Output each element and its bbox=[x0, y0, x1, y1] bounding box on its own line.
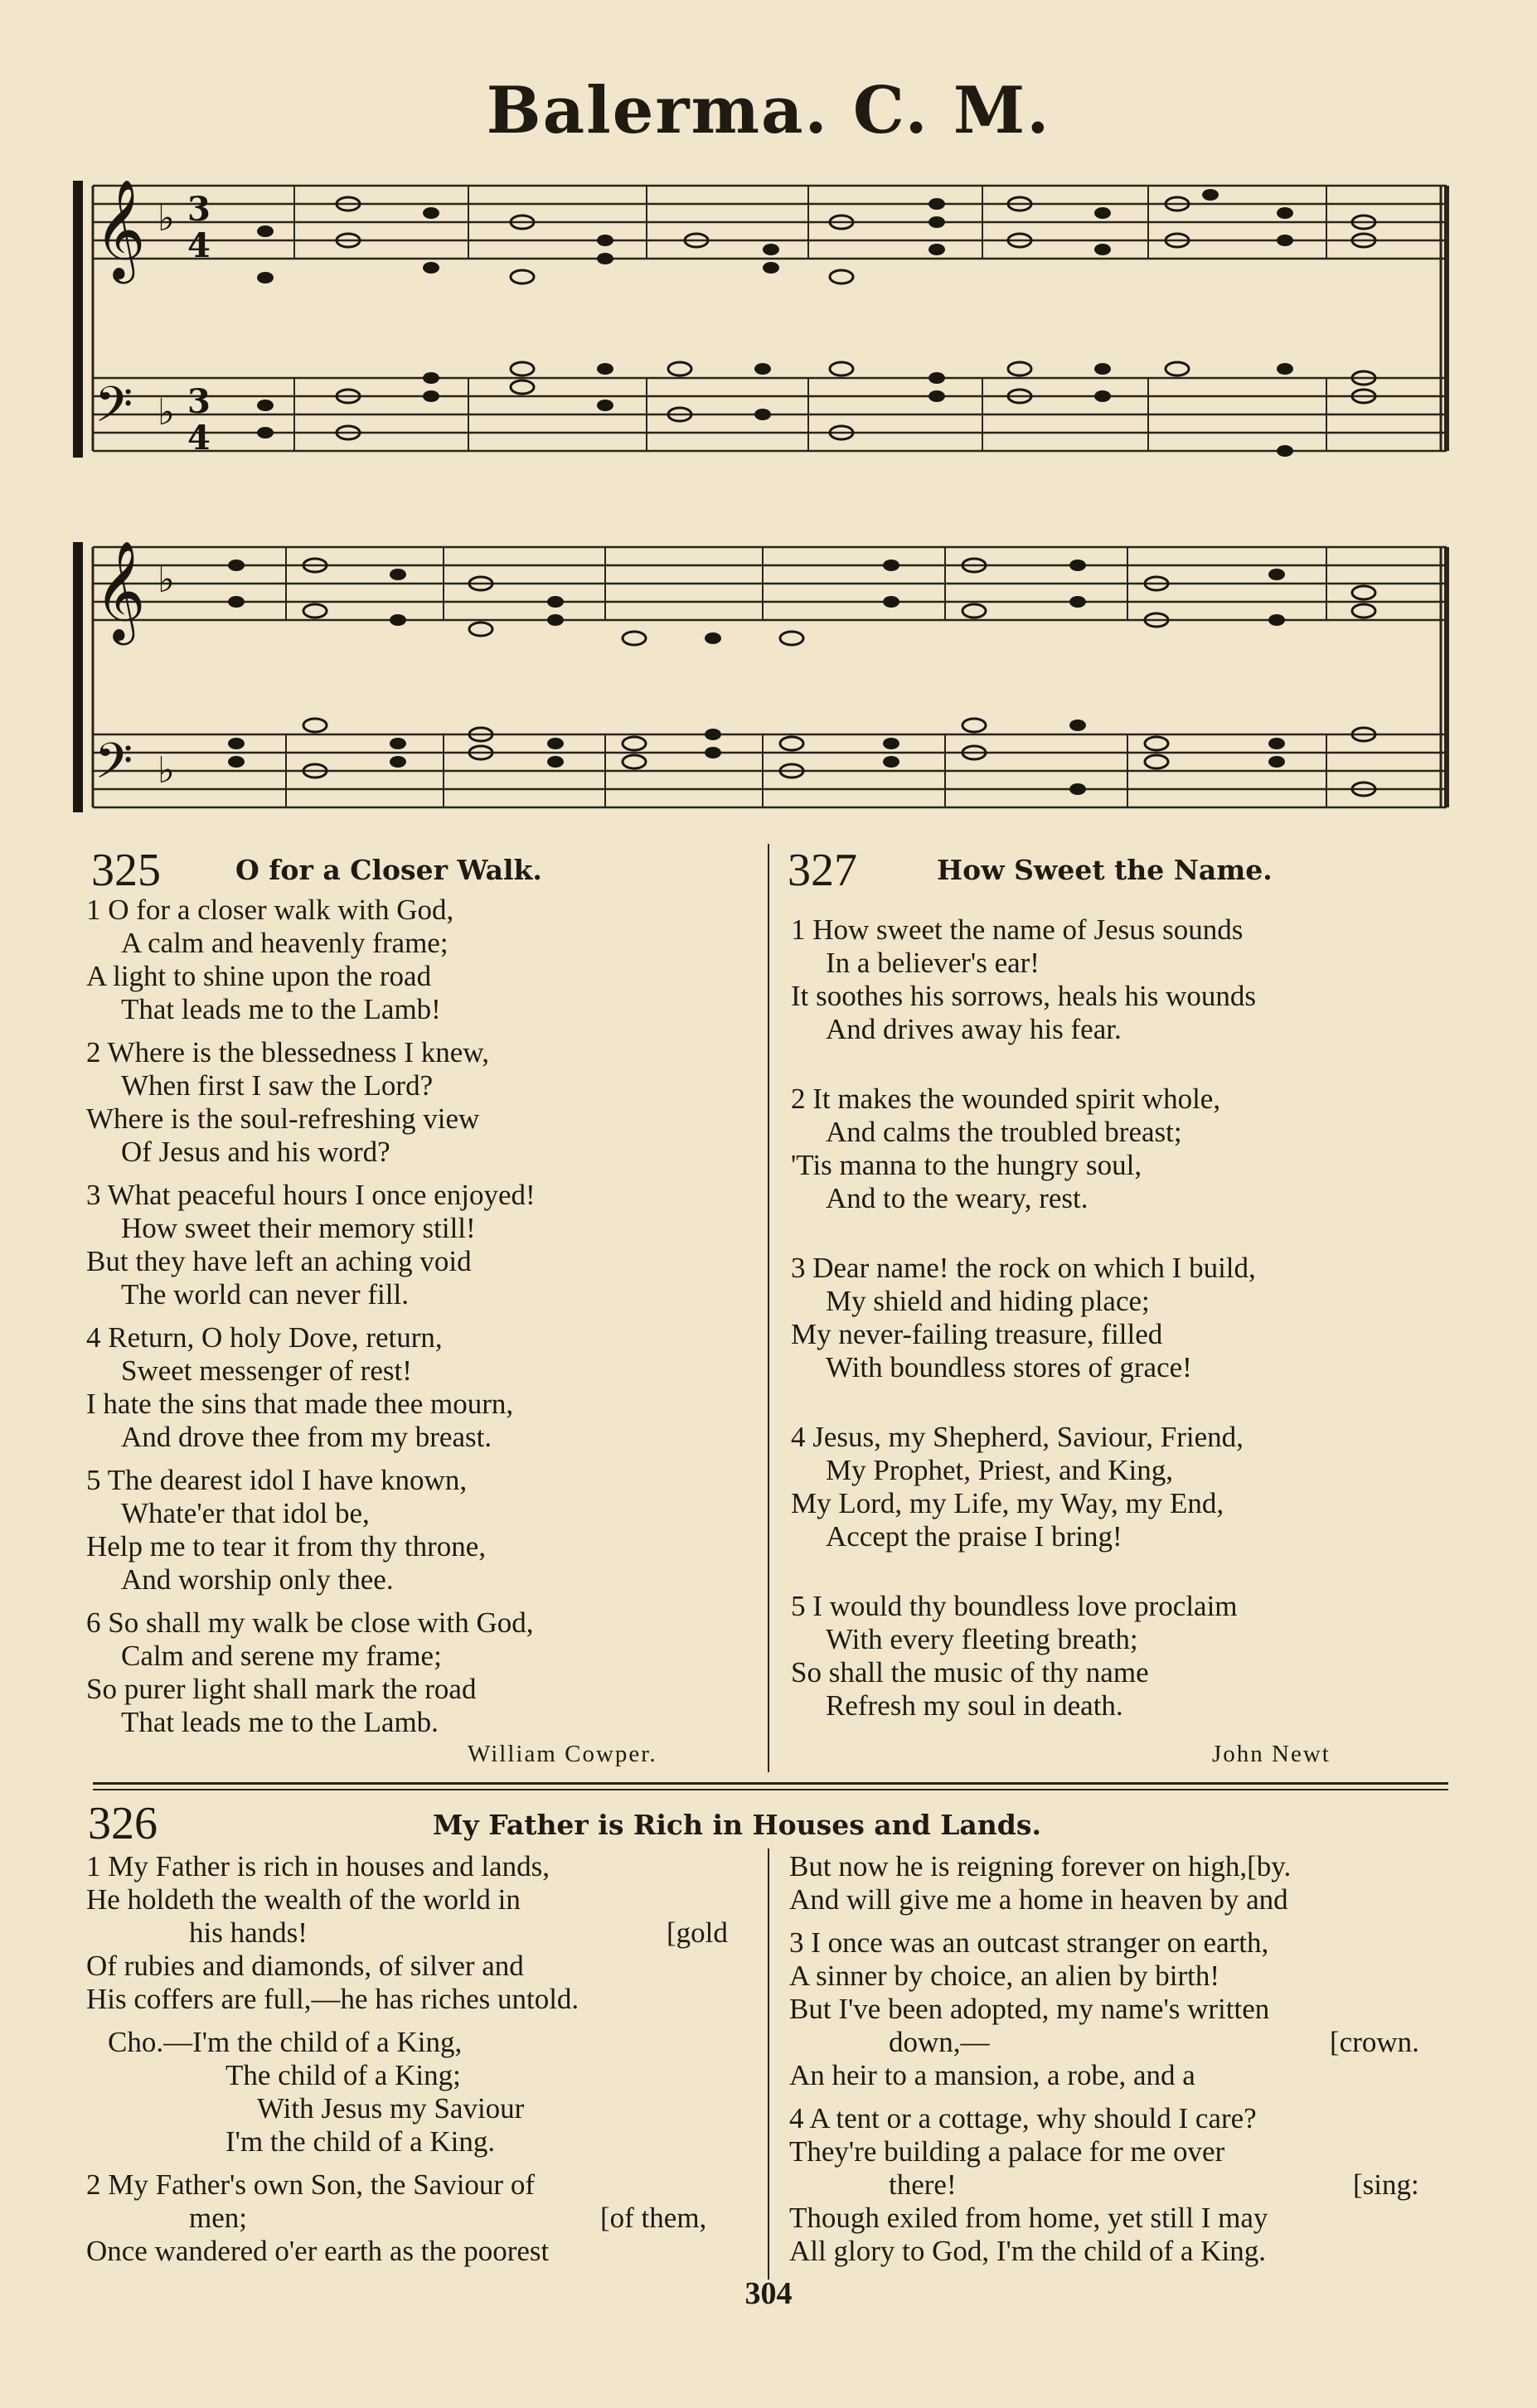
hymn-title: How Sweet the Name. bbox=[937, 854, 1273, 886]
stanza-4: 4 Jesus, my Shepherd, Saviour, Friend, My Prophet, Priest, and King, My Lord, my Life, my Way, my End, Accept the praise I bring! bbox=[791, 1421, 1244, 1553]
hymn-326-left: 1 My Father is rich in houses and lands, He holdeth the wealth of the world in his hands! [gold Of rubies and diamonds, of silver and His coffers are full,—he has riches untold. Cho.—I'm the child of a King, The child of a King; With Jesus my Saviour I'm the child of a King. 2 My Father's own Son, the Saviour of men; [of them, Once wandered o'er earth as the poorest bbox=[86, 1850, 728, 2267]
treble-clef-icon: 𝄞 bbox=[95, 178, 146, 279]
stanza-1: 1 How sweet the name of Jesus sounds In a believer's ear! It soothes his sorrows, heals his wounds And drives away his fear. bbox=[791, 913, 1256, 1045]
tune-title: Balerma. C. M. bbox=[486, 73, 1051, 148]
stanza-1: 1 O for a closer walk with God, A calm and heavenly frame; A light to shine upon the road That leads me to the Lamb! bbox=[86, 894, 454, 1025]
svg-text:4: 4 bbox=[187, 419, 211, 458]
stanza-3: 3 What peaceful hours I once enjoyed! How sweet their memory still! But they have left an aching void The world can never fill. bbox=[86, 1179, 536, 1311]
svg-text:𝄞: 𝄞 bbox=[95, 540, 146, 641]
stanza-5: 5 I would thy boundless love proclaim With every fleeting breath; So shall the music of thy name Refresh my soul in death. bbox=[791, 1590, 1238, 1722]
section-separator-2 bbox=[93, 1789, 1448, 1790]
svg-text:4: 4 bbox=[187, 226, 211, 265]
stanza-3: 3 Dear name! the rock on which I build, My shield and hiding place; My never-failing treasure, filled With boundless stores of grace! bbox=[791, 1252, 1256, 1383]
stanza-4: 4 Return, O holy Dove, return, Sweet messenger of rest! I hate the sins that made thee mourn, And drove thee from my breast. bbox=[86, 1321, 514, 1453]
svg-text:𝄢: 𝄢 bbox=[95, 732, 133, 802]
hymn-326-right: But now he is reigning forever on high,[by. And will give me a home in heaven by and 3 I once was an outcast stranger on earth, A sinner by choice, an alien by birth! But I've been adopted, my name's written down,— [crown. An heir to a mansion, a robe, and a 4 A tent or a cottage, why should I care? They're building a palace for me over there! [sing: Though exiled from home, yet still I may All glory to God, I'm the child of a King. bbox=[789, 1850, 1419, 2267]
system2-bass-staff bbox=[93, 734, 1447, 807]
hymn-author: William Cowper. bbox=[468, 1741, 657, 1767]
stanza-2: 2 Where is the blessedness I knew, When first I saw the Lord? Where is the soul-refreshing view Of Jesus and his word? bbox=[86, 1036, 489, 1168]
svg-text:♭: ♭ bbox=[158, 197, 175, 240]
system1-bracket bbox=[73, 181, 83, 458]
column-divider-bottom bbox=[768, 1848, 769, 2280]
page-number: 304 bbox=[744, 2276, 793, 2311]
svg-text:♭: ♭ bbox=[158, 559, 175, 601]
hymn-number: 325 bbox=[91, 845, 161, 896]
hymn-title: O for a Closer Walk. bbox=[235, 854, 542, 886]
section-separator bbox=[93, 1782, 1448, 1785]
hymn-number: 327 bbox=[788, 845, 857, 896]
hymn-326-number: 326 bbox=[88, 1798, 158, 1849]
svg-text:♭: ♭ bbox=[158, 749, 175, 792]
column-divider-top bbox=[768, 844, 769, 1772]
svg-text:3: 3 bbox=[187, 382, 211, 421]
stanza-2: 2 It makes the wounded spirit whole, And calms the troubled breast; 'Tis manna to the hungry soul, And to the weary, rest. bbox=[791, 1083, 1221, 1214]
svg-text:♭: ♭ bbox=[158, 391, 175, 434]
svg-text:3: 3 bbox=[187, 190, 211, 229]
system2-treble-staff bbox=[93, 547, 1447, 620]
hymn-326-title: My Father is Rich in Houses and Lands. bbox=[433, 1809, 1041, 1841]
stanza-5: 5 The dearest idol I have known, Whate'er that idol be, Help me to tear it from thy throne, And worship only thee. bbox=[86, 1464, 487, 1596]
hymn-author: John Newt bbox=[1212, 1741, 1331, 1767]
system2-bracket bbox=[73, 542, 83, 812]
music-score bbox=[0, 0, 1537, 829]
stanza-6: 6 So shall my walk be close with God, Calm and serene my frame; So purer light shall mark the road That leads me to the Lamb. bbox=[86, 1606, 534, 1738]
bass-clef-icon: 𝄢 bbox=[95, 375, 133, 445]
